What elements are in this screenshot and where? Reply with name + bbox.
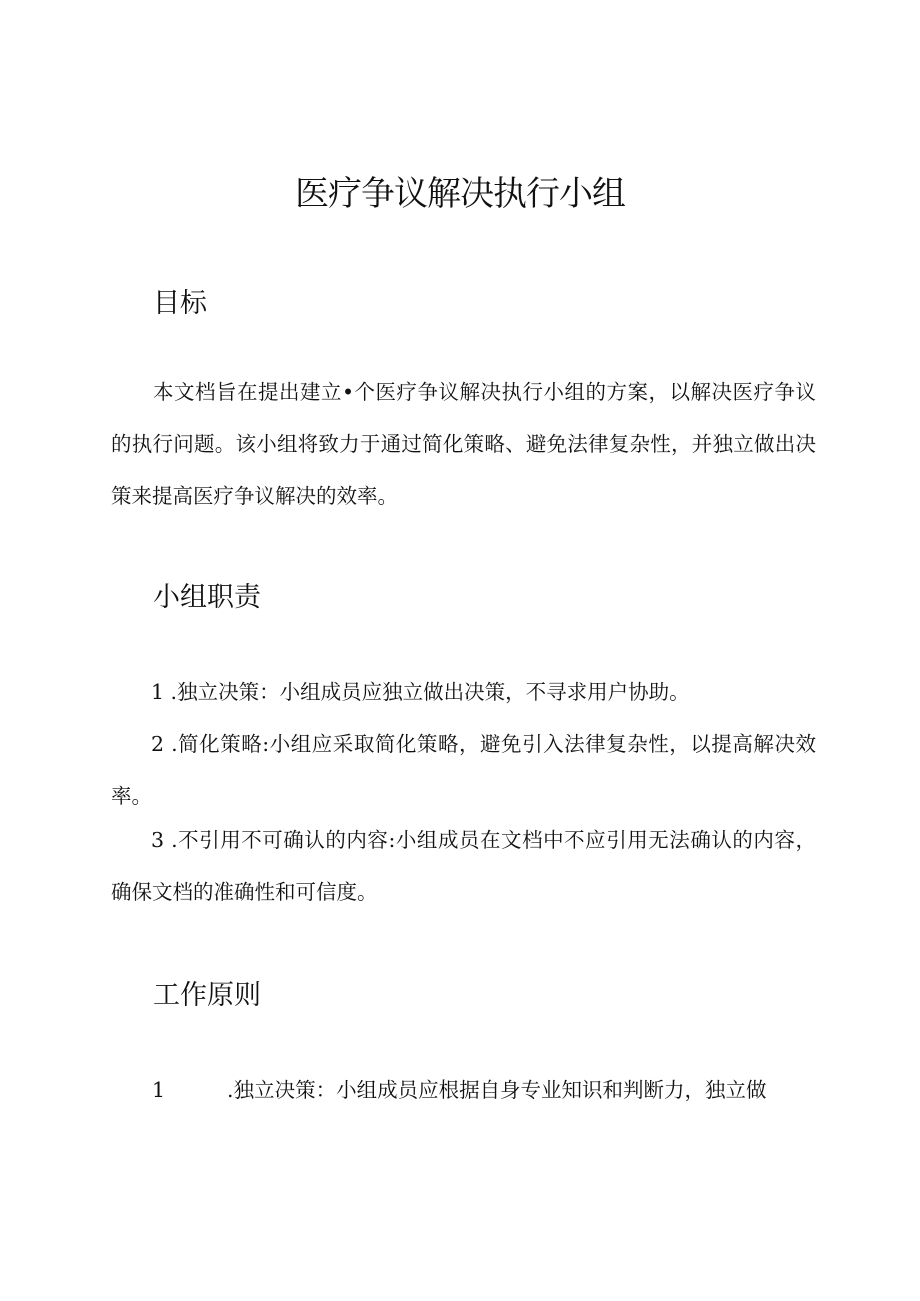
principle-item-1-number: 1 (152, 1078, 166, 1102)
responsibility-item-1: 1 .独立决策：小组成员应独立做出决策，不寻求用户协助。 (151, 680, 690, 704)
section-heading-principles: 工作原则 (153, 980, 261, 1011)
principle-item-1-text: .独立决策：小组成员应根据自身专业知识和判断力，独立做 (227, 1078, 767, 1102)
responsibility-item-3: 3 .不引用不可确认的内容:小组成员在文档中不应引用无法确认的内容，确保文档的准确性和可信度。 (111, 828, 816, 904)
section-heading-responsibilities: 小组职责 (153, 582, 261, 613)
goal-paragraph: 本文档旨在提出建立•个医疗争议解决执行小组的方案，以解决医疗争议的执行问题。该小组将致力于通过简化策略、避免法律复杂性，并独立做出决策来提高医疗争议解决的效率。 (111, 380, 816, 508)
document-title: 医疗争议解决执行小组 (295, 174, 625, 214)
principle-item-1 (152, 1064, 816, 1116)
responsibility-item-2: 2 .简化策略:小组应采取简化策略，避免引入法律复杂性，以提高解决效率。 (111, 732, 816, 808)
section-heading-goal: 目标 (153, 288, 207, 319)
